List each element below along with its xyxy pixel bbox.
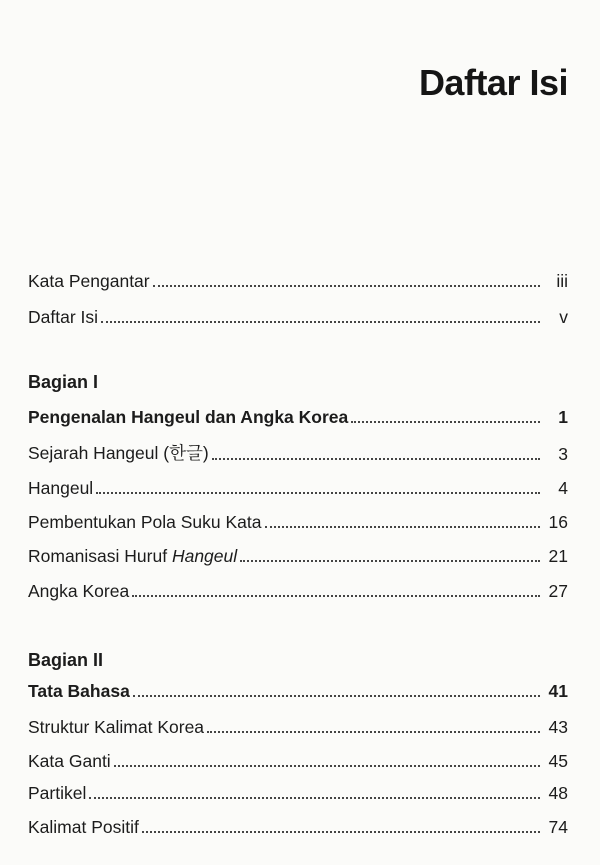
toc-entry-pengenalan-hangeul[interactable]	[28, 398, 568, 428]
label-text: Romanisasi Huruf	[28, 546, 172, 566]
toc-entry-label: Pembentukan Pola Suku Kata	[28, 512, 262, 532]
toc-entry-label: Daftar Isi	[28, 307, 99, 327]
hangul-text: 한글	[169, 444, 203, 464]
toc-entry-label	[28, 546, 237, 567]
label-text: )	[202, 443, 209, 463]
dot-leader	[96, 492, 540, 494]
toc-entry-struktur-kalimat[interactable]	[28, 708, 568, 738]
toc-entry-label: Kata Pengantar	[28, 271, 150, 291]
dot-leader	[212, 458, 540, 460]
page-title: Daftar Isi	[418, 62, 568, 103]
dot-leader	[265, 526, 541, 528]
toc-entry-label: Tata Bahasa	[28, 681, 130, 701]
toc-entry-page: 4	[558, 478, 568, 498]
toc-entry-daftar-isi[interactable]	[28, 298, 568, 328]
toc-entry-label: Partikel	[28, 783, 87, 803]
dot-leader	[114, 765, 540, 767]
toc-entry-page: 43	[548, 717, 568, 737]
dot-leader	[133, 695, 540, 697]
dot-leader	[142, 831, 540, 833]
toc-entry-page: 48	[548, 783, 568, 803]
label-text: Sejarah Hangeul (	[28, 443, 170, 463]
toc-entry-page: 45	[548, 751, 568, 771]
toc-entry-page: v	[559, 307, 568, 327]
toc-entry-label: Kata Ganti	[28, 751, 111, 771]
dot-leader	[240, 560, 540, 562]
toc-entry-page: 21	[548, 546, 568, 566]
toc-entry-label: Hangeul	[28, 478, 94, 498]
toc-entry-label: Kalimat Positif	[28, 817, 139, 837]
toc-entry-page: 1	[558, 407, 568, 427]
dot-leader	[351, 421, 540, 423]
dot-leader	[89, 797, 540, 799]
toc-entry-page: 16	[548, 512, 568, 532]
label-italic-text: Hangeul	[171, 546, 238, 566]
toc-entry-kata-pengantar[interactable]	[28, 262, 568, 292]
toc-entry-page: 41	[548, 681, 568, 701]
toc-entry-tata-bahasa[interactable]	[28, 672, 568, 702]
dot-leader	[153, 285, 540, 287]
toc-entry-label: Pengenalan Hangeul dan Angka Korea	[28, 407, 349, 427]
toc-entry-label	[28, 440, 209, 465]
toc-entry-angka-korea[interactable]	[28, 572, 568, 602]
dot-leader	[101, 321, 540, 323]
toc-entry-partikel[interactable]	[28, 774, 568, 804]
toc-entry-page: 74	[548, 817, 568, 837]
toc-entry-page: 27	[548, 581, 568, 601]
toc-entry-hangeul[interactable]	[28, 469, 568, 499]
toc-entry-page: 3	[558, 444, 568, 464]
toc-entry-kata-ganti[interactable]	[28, 742, 568, 772]
toc-entry-page: iii	[556, 271, 568, 291]
toc-entry-label: Angka Korea	[28, 581, 130, 601]
toc-entry-romanisasi[interactable]	[28, 537, 568, 567]
dot-leader	[207, 731, 540, 733]
toc-entry-sejarah-hangeul[interactable]	[28, 435, 568, 465]
toc-entry-label: Struktur Kalimat Korea	[28, 717, 205, 737]
part-heading-1: Bagian I	[28, 372, 99, 392]
toc-entry-kalimat-positif[interactable]	[28, 808, 568, 838]
toc-entry-pembentukan-pola[interactable]	[28, 503, 568, 533]
dot-leader	[132, 595, 540, 597]
part-heading-2: Bagian II	[28, 650, 104, 670]
